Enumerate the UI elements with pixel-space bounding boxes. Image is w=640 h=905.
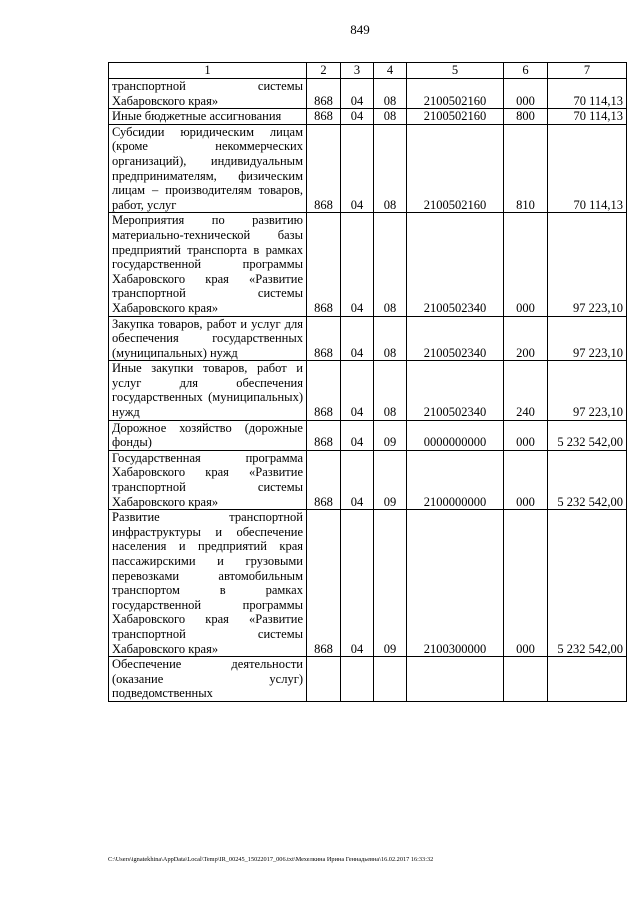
- amount-cell: 97 223,10: [548, 213, 627, 316]
- section-cell: 04: [341, 124, 374, 213]
- column-header: 2: [307, 63, 341, 79]
- table-row: [109, 79, 627, 109]
- section-cell: 04: [341, 316, 374, 361]
- ved-cell: 868: [307, 79, 341, 109]
- expense-type-cell: 200: [504, 316, 548, 361]
- column-header: 6: [504, 63, 548, 79]
- subsection-cell: 09: [374, 420, 407, 450]
- target-article-cell: 2100000000: [407, 450, 504, 509]
- subsection-cell: 09: [374, 450, 407, 509]
- target-article-cell: [407, 657, 504, 702]
- target-article-cell: 0000000000: [407, 420, 504, 450]
- target-article-cell: 2100502340: [407, 316, 504, 361]
- subsection-cell: 08: [374, 361, 407, 420]
- expense-type-cell: 000: [504, 450, 548, 509]
- amount-cell: 5 232 542,00: [548, 450, 627, 509]
- subsection-cell: 08: [374, 316, 407, 361]
- section-cell: [341, 657, 374, 702]
- page-number: 849: [350, 22, 370, 37]
- section-cell: 04: [341, 420, 374, 450]
- expense-type-cell: 810: [504, 124, 548, 213]
- row-name-cell: Иные закупки товаров, работ и услуг для обеспечения государственных (муниципальных) нужд: [109, 361, 307, 420]
- table-row: [109, 510, 627, 657]
- subsection-cell: 09: [374, 510, 407, 657]
- ved-cell: 868: [307, 124, 341, 213]
- amount-cell: 97 223,10: [548, 361, 627, 420]
- section-cell: 04: [341, 450, 374, 509]
- ved-cell: 868: [307, 450, 341, 509]
- expense-type-cell: 000: [504, 510, 548, 657]
- target-article-cell: 2100502340: [407, 213, 504, 316]
- subsection-cell: 08: [374, 124, 407, 213]
- subsection-cell: 08: [374, 79, 407, 109]
- row-name-cell: Иные бюджетные ассигнования: [109, 109, 307, 125]
- target-article-cell: 2100502160: [407, 124, 504, 213]
- table-row: [109, 361, 627, 420]
- table-row: [109, 213, 627, 316]
- amount-cell: 70 114,13: [548, 109, 627, 125]
- amount-cell: 5 232 542,00: [548, 420, 627, 450]
- row-name-cell: транспортной системы Хабаровского края»: [109, 79, 307, 109]
- amount-cell: 70 114,13: [548, 124, 627, 213]
- expense-type-cell: 800: [504, 109, 548, 125]
- row-name-cell: Государственная программа Хабаровского края «Развитие транспортной системы Хабаровского края»: [109, 450, 307, 509]
- header-row: [109, 63, 627, 79]
- column-header: 7: [548, 63, 627, 79]
- ved-cell: 868: [307, 213, 341, 316]
- budget-table: [108, 62, 627, 702]
- table-row: [109, 657, 627, 702]
- amount-cell: 5 232 542,00: [548, 510, 627, 657]
- ved-cell: 868: [307, 510, 341, 657]
- row-name-cell: Развитие транспортной инфраструктуры и обеспечение населения и предприятий края пассажирскими и грузовыми перевозками автомобильным транспортом в рамках государственной программы Хабаровского края «Развитие транспортной системы Хабаровского края»: [109, 510, 307, 657]
- section-cell: 04: [341, 510, 374, 657]
- row-name-cell: Субсидии юридическим лицам (кроме некоммерческих организаций), индивидуальным предпринимателям, физическим лицам – производителям товаров, работ, услуг: [109, 124, 307, 213]
- expense-type-cell: 000: [504, 79, 548, 109]
- column-header: 1: [109, 63, 307, 79]
- expense-type-cell: 000: [504, 213, 548, 316]
- section-cell: 04: [341, 361, 374, 420]
- ved-cell: [307, 657, 341, 702]
- target-article-cell: 2100502160: [407, 109, 504, 125]
- table-row: [109, 109, 627, 125]
- row-name-cell: Дорожное хозяйство (дорожные фонды): [109, 420, 307, 450]
- target-article-cell: 2100502160: [407, 79, 504, 109]
- table-row: [109, 124, 627, 213]
- section-cell: 04: [341, 109, 374, 125]
- column-header: 4: [374, 63, 407, 79]
- table-row: [109, 316, 627, 361]
- column-header: 5: [407, 63, 504, 79]
- amount-cell: 97 223,10: [548, 316, 627, 361]
- column-header: 3: [341, 63, 374, 79]
- section-cell: 04: [341, 213, 374, 316]
- subsection-cell: 08: [374, 213, 407, 316]
- ved-cell: 868: [307, 109, 341, 125]
- row-name-cell: Закупка товаров, работ и услуг для обеспечения государственных (муниципальных) нужд: [109, 316, 307, 361]
- amount-cell: 70 114,13: [548, 79, 627, 109]
- subsection-cell: 08: [374, 109, 407, 125]
- ved-cell: 868: [307, 316, 341, 361]
- table-row: [109, 420, 627, 450]
- row-name-cell: Обеспечение деятельности (оказание услуг) подведомственных: [109, 657, 307, 702]
- target-article-cell: 2100300000: [407, 510, 504, 657]
- ved-cell: 868: [307, 420, 341, 450]
- amount-cell: [548, 657, 627, 702]
- row-name-cell: Мероприятия по развитию материально-технической базы предприятий транспорта в рамках государственной программы Хабаровского края «Развитие транспортной системы Хабаровского края»: [109, 213, 307, 316]
- section-cell: 04: [341, 79, 374, 109]
- file-path-footer: C:\Users\ignatekhina\AppData\Local\Temp\IR_00245_15022017_006.txt\Мехелкина Ирина Геннадьевна\16.02.2017 16:33:32: [108, 856, 434, 863]
- table-row: [109, 450, 627, 509]
- subsection-cell: [374, 657, 407, 702]
- target-article-cell: 2100502340: [407, 361, 504, 420]
- ved-cell: 868: [307, 361, 341, 420]
- expense-type-cell: [504, 657, 548, 702]
- expense-type-cell: 240: [504, 361, 548, 420]
- expense-type-cell: 000: [504, 420, 548, 450]
